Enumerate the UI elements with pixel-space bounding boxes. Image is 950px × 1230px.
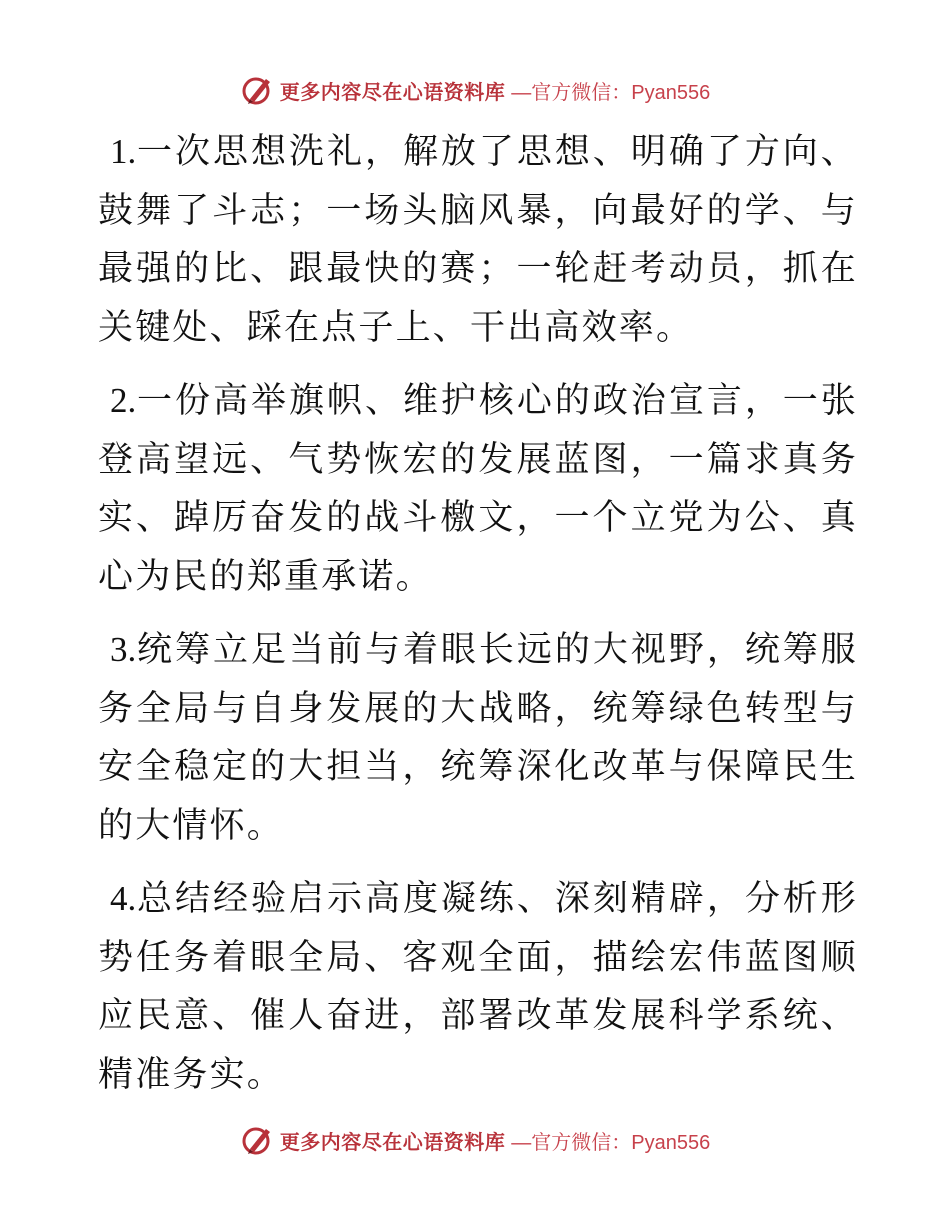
paragraph-2 (98, 372, 858, 606)
header-site-text: 更多内容尽在心语资料库 (279, 79, 506, 104)
paragraph-number: 2. (110, 381, 137, 420)
header-contact-text: —官方微信：Pyan556 (511, 81, 711, 104)
paragraph-number: 1. (110, 132, 137, 171)
header-watermark (0, 70, 950, 110)
footer-watermark (0, 1120, 950, 1160)
paragraph-text: 总结经验启示高度凝练、深刻精辟，分析形势任务着眼全局、客观全面，描绘宏伟蓝图顺应民意、催人奋进，部署改革发展科学系统、精准务实。 (98, 879, 858, 1095)
pen-logo-icon (240, 1123, 274, 1157)
paragraph-number: 4. (110, 879, 137, 918)
pen-logo-icon (240, 73, 274, 107)
footer-contact-text: —官方微信：Pyan556 (511, 1131, 711, 1154)
document-body (98, 123, 858, 1119)
paragraph-4 (98, 870, 858, 1104)
paragraph-1 (98, 123, 858, 357)
paragraph-number: 3. (110, 630, 137, 669)
footer-site-text: 更多内容尽在心语资料库 (279, 1129, 506, 1154)
paragraph-text: 一份高举旗帜、维护核心的政治宣言，一张登高望远、气势恢宏的发展蓝图，一篇求真务实、踔厉奋发的战斗檄文，一个立党为公、真心为民的郑重承诺。 (98, 381, 858, 597)
paragraph-text: 一次思想洗礼，解放了思想、明确了方向、鼓舞了斗志；一场头脑风暴，向最好的学、与最强的比、跟最快的赛；一轮赶考动员，抓在关键处、踩在点子上、干出高效率。 (98, 132, 858, 348)
paragraph-3 (98, 621, 858, 855)
paragraph-text: 统筹立足当前与着眼长远的大视野，统筹服务全局与自身发展的大战略，统筹绿色转型与安全稳定的大担当，统筹深化改革与保障民生的大情怀。 (98, 630, 858, 846)
